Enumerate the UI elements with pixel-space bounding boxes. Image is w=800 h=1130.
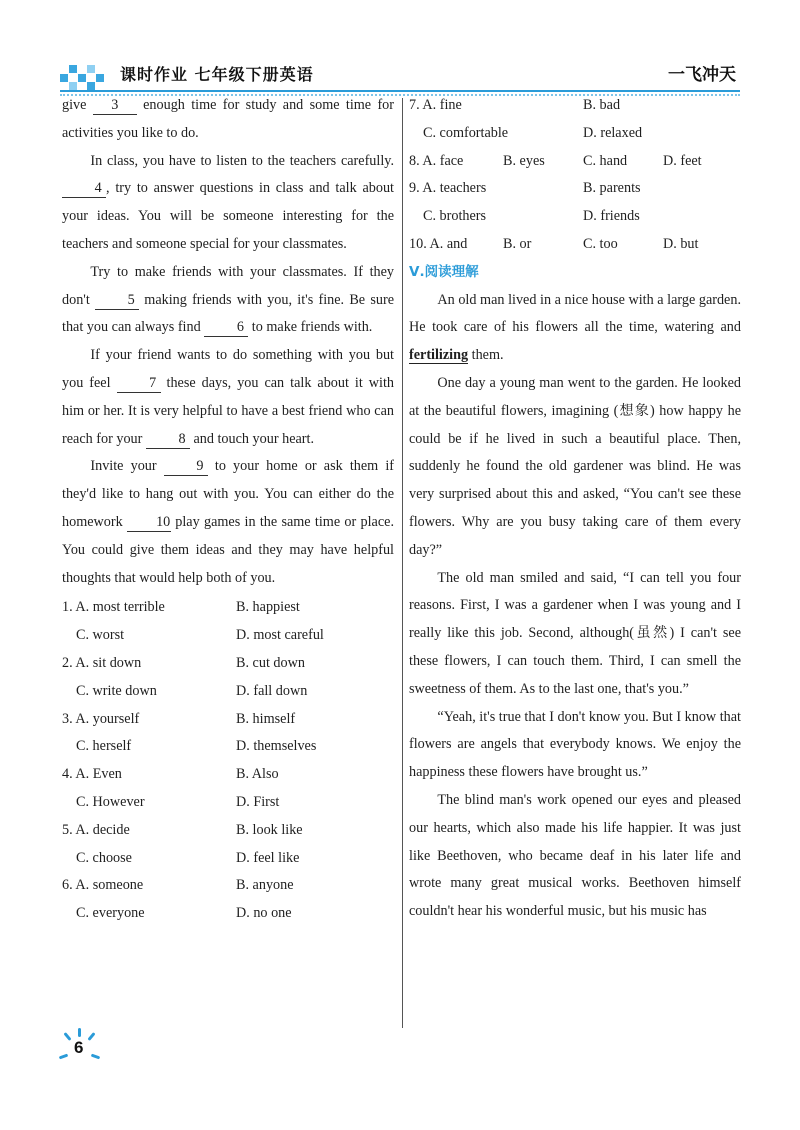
blank-10: 10 [127, 513, 171, 532]
reading-passage [409, 287, 741, 926]
header-title: 课时作业 七年级下册英语 [120, 65, 314, 84]
option-row: 1. A. most terrible B. happiest [62, 599, 300, 616]
sun-ray-icon [63, 1032, 71, 1041]
answer-options [409, 92, 741, 259]
option-row: 3. A. yourself B. himself [62, 710, 296, 727]
paragraph: An old man lived in a nice house with a large garden. He took care of his flowers all the time, watering and fertilizing them. [409, 291, 741, 364]
option-row: C. brothers D. friends [423, 208, 640, 225]
option-row: 7. A. fine B. bad [409, 97, 621, 113]
blank-6: 6 [204, 318, 248, 337]
cloze-passage [62, 92, 394, 592]
page-header [60, 56, 740, 92]
section-heading: Ⅴ.阅读理解 [409, 263, 479, 280]
paragraph: In class, you have to listen to the teachers carefully. 4 , try to answer questions in class and talk about your ideas. You will be someone interesting for the teachers and someone special for your classmates. [62, 152, 394, 252]
option-row: 10. A. and B. or C. too D. but [409, 235, 699, 252]
option-row: 9. A. teachers B. parents [409, 180, 641, 197]
blank-9: 9 [164, 457, 208, 476]
option-row: C. comfortable D. relaxed [423, 124, 643, 141]
option-row: 4. A. Even B. Also [62, 766, 279, 783]
left-column [62, 92, 394, 928]
logo-mosaic-icon [60, 60, 106, 90]
paragraph: “Yeah, it's true that I don't know you. But I know that flowers are angels that everybody knows. We enjoy the happiness these flowers have brought us.” [409, 708, 741, 781]
sun-ray-icon [91, 1054, 100, 1060]
paragraph: One day a young man went to the garden. He looked at the beautiful flowers, imagining (想象) how happy he could be if he lived in such a beautiful place. Then, suddenly he found the old gardener was blind. He was very surprised about this and asked, “You can't see these flowers. Why are you busy taking care of them every day?” [409, 374, 741, 558]
sun-ray-icon [78, 1028, 81, 1037]
option-row: 8. A. face B. eyes C. hand D. feet [409, 152, 702, 169]
paragraph: The blind man's work opened our eyes and pleased our hearts, which also made his life happier. It was just like Beethoven, who became deaf in his later life and wrote many great musical works. Beethoven himself couldn't hear his wonderful music, but his music has [409, 791, 741, 920]
blank-5: 5 [95, 291, 139, 310]
paragraph: Try to make friends with your classmates. If they don't 5 making friends with you, it's fine. Be sure that you can always find 6 to make friends with. [62, 263, 394, 336]
option-row: 5. A. decide B. look like [62, 821, 303, 838]
option-row: C. everyone D. no one [76, 905, 292, 922]
option-row: C. choose D. feel like [76, 849, 300, 866]
option-row: 6. A. someone B. anyone [62, 877, 294, 894]
column-divider [402, 98, 403, 1028]
option-row: C. However D. First [76, 793, 280, 810]
answer-options [62, 594, 394, 928]
paragraph: Invite your 9 to your home or ask them if they'd like to hang out with you. You can either do the homework 10 play games in the same time or place. You could give them ideas and they may have helpful thoughts that would help both of you. [62, 458, 394, 586]
right-column [409, 92, 741, 926]
header-brand: 一飞冲天 [668, 65, 736, 85]
keyword-fertilizing: fertilizing [409, 347, 469, 364]
paragraph: give 3 enough time for study and some time for activities you like to do. [62, 97, 394, 141]
blank-7: 7 [117, 374, 161, 393]
option-row: C. herself D. themselves [76, 738, 317, 755]
sun-ray-icon [59, 1054, 68, 1060]
page-number: 6 [74, 1038, 84, 1057]
option-row: 2. A. sit down B. cut down [62, 654, 305, 671]
paragraph: If your friend wants to do something with you but you feel 7 these days, you can talk about it with him or her. It is very helpful to have a best friend who can reach for your 8 and touch your heart. [62, 347, 395, 447]
blank-3: 3 [93, 96, 137, 115]
option-row: C. worst D. most careful [76, 627, 324, 644]
option-row: C. write down D. fall down [76, 682, 308, 699]
paragraph: The old man smiled and said, “I can tell you four reasons. First, I was a gardener when I was young and I really like this job. Second, although(虽然) I can't see these flowers, I can touch them. Third, I can smell the sweetness of them. As to the last one, that's you.” [409, 569, 741, 697]
blank-4: 4 [62, 179, 106, 198]
blank-8: 8 [146, 430, 190, 449]
page-number-badge [62, 1030, 106, 1070]
sun-ray-icon [87, 1032, 95, 1041]
